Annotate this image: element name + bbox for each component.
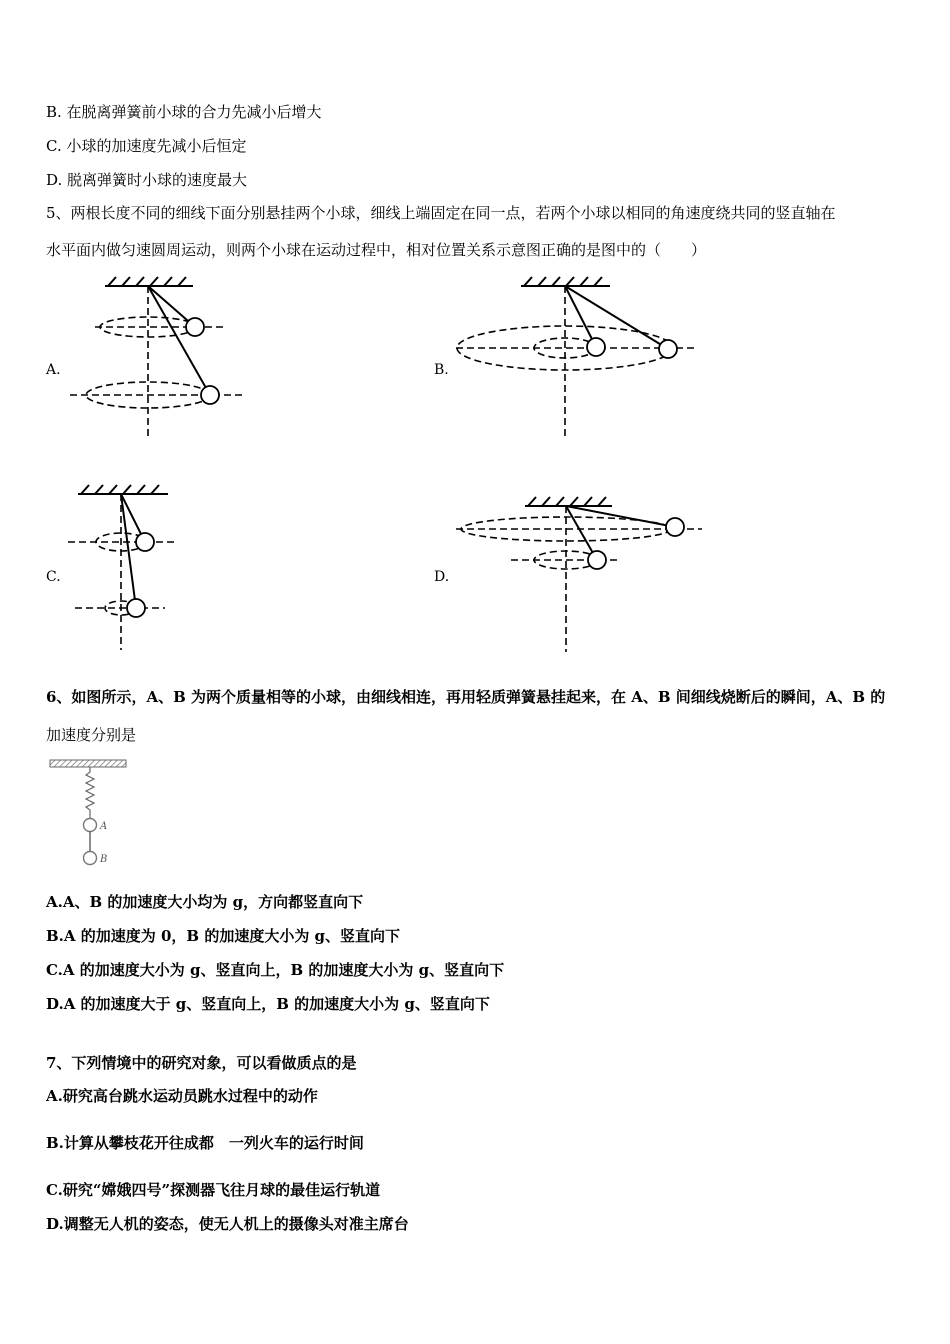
q5-label-b: B. — [434, 362, 449, 378]
q4-option-b: B. 在脱离弹簧前小球的合力先减小后增大 — [46, 103, 322, 121]
q6-option-c: C.A 的加速度大小为 g、竖直向上，B 的加速度大小为 g、竖直向下 — [46, 961, 505, 979]
q6-option-b: B.A 的加速度为 0，B 的加速度大小为 g、竖直向下 — [46, 927, 401, 945]
ball-a-label: A — [100, 821, 108, 832]
q6-stem-line2: 加速度分别是 — [46, 726, 137, 744]
q7-option-c: C.研究“嫦娥四号”探测器飞往月球的最佳运行轨道 — [46, 1181, 381, 1199]
q5-label-c: C. — [46, 569, 61, 585]
ball-b-label: B — [100, 854, 108, 865]
q6-option-a: A.A、B 的加速度大小均为 g，方向都竖直向下 — [46, 893, 364, 911]
q6-stem-line1: 6、如图所示，A、B 为两个质量相等的小球，由细线相连，再用轻质弹簧悬挂起来，在 A、B 间细线烧断后的瞬间，A、B 的 — [46, 688, 886, 706]
q5-stem-line2: 水平面内做匀速圆周运动，则两个小球在运动过程中，相对位置关系示意图正确的是图中的（ ） — [46, 241, 707, 259]
q7-stem: 7、下列情境中的研究对象，可以看做质点的是 — [46, 1054, 357, 1072]
q4-option-c: C. 小球的加速度先减小后恒定 — [46, 137, 247, 155]
q4-option-d: D. 脱离弹簧时小球的速度最大 — [46, 171, 248, 189]
q5-label-a: A. — [46, 362, 61, 378]
q7-option-a: A.研究高台跳水运动员跳水过程中的动作 — [46, 1087, 318, 1105]
q6-option-d: D.A 的加速度大于 g、竖直向上，B 的加速度大小为 g、竖直向下 — [46, 995, 490, 1013]
q5-label-d: D. — [434, 569, 450, 585]
q7-option-b: B.计算从攀枝花开往成都 一列火车的运行时间 — [46, 1134, 364, 1152]
q5-stem-line1: 5、两根长度不同的细线下面分别悬挂两个小球，细线上端固定在同一点，若两个小球以相同的角速度绕共同的竖直轴在 — [46, 204, 836, 222]
q7-option-d: D.调整无人机的姿态，使无人机上的摄像头对准主席台 — [46, 1215, 409, 1233]
